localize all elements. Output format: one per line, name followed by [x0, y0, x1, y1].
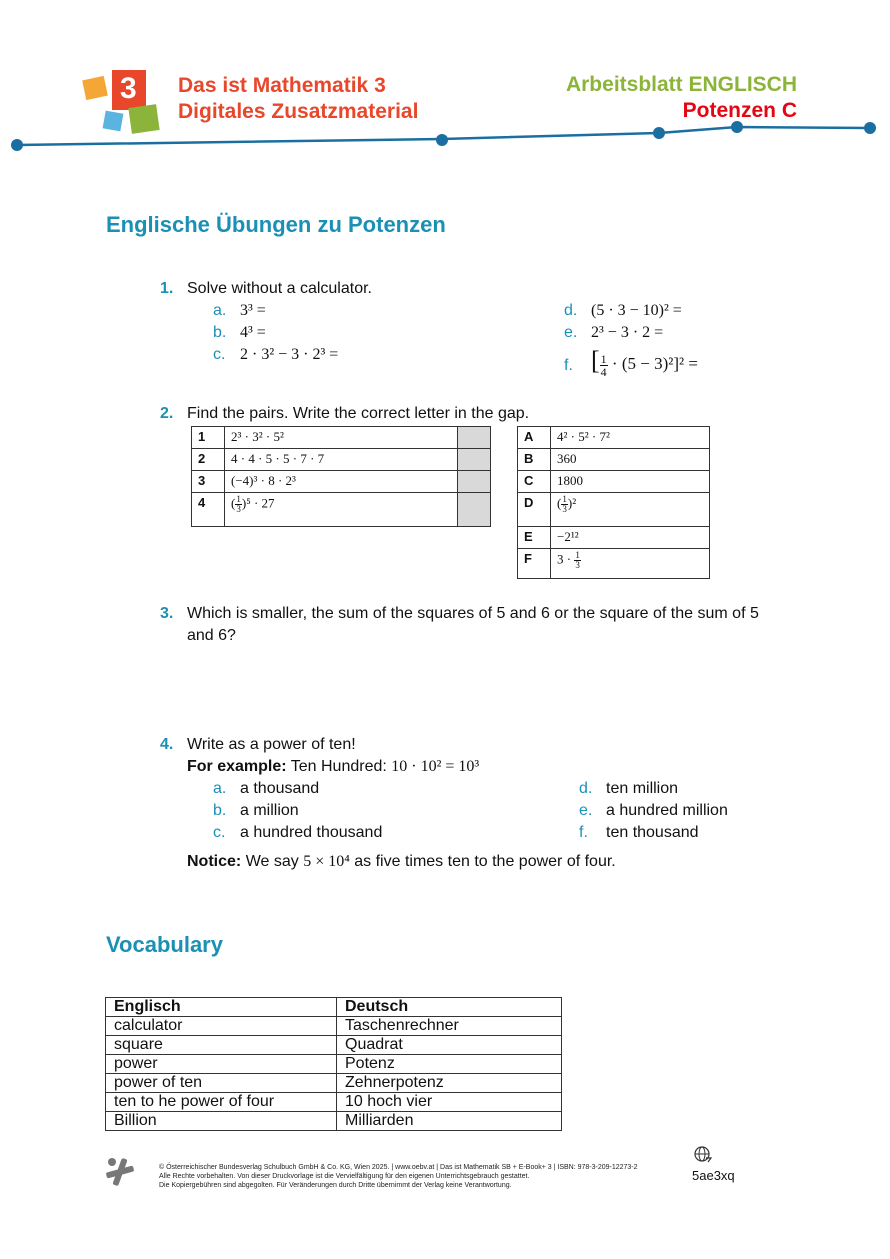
task4-item: ten million [606, 780, 679, 797]
task4-number: 4. [160, 736, 174, 753]
sheet-type: Arbeitsblatt ENGLISCH [565, 73, 797, 96]
task3-text-line2: and 6? [187, 627, 236, 644]
task4-item: a thousand [240, 780, 320, 797]
answer-gap[interactable] [458, 471, 491, 493]
english-cell: ten to he power of four [106, 1093, 337, 1112]
task4-letter: d. [579, 780, 593, 797]
globe-icon[interactable] [693, 1145, 713, 1165]
pairs-left-table [191, 426, 491, 527]
expr-post: · (5 − 3)²]² = [611, 354, 698, 373]
table-row [518, 549, 710, 579]
task1-letter: c. [213, 346, 226, 363]
answer-gap[interactable] [458, 493, 491, 527]
german-cell: Taschenrechner [337, 1017, 562, 1036]
task4-item: a million [240, 802, 299, 819]
frac-num: 1 [600, 351, 607, 366]
expr-post: ⁵ · 27 [246, 495, 275, 511]
english-cell: power of ten [106, 1074, 337, 1093]
table-row [106, 1112, 562, 1131]
table-row [192, 493, 491, 527]
row-key: 3 [192, 471, 225, 493]
footer-line3: Die Kopiergebühren sind abgegolten. Für Veränderungen durch Dritte übernimmt der Verlag keine Verantwortung. [159, 1182, 512, 1189]
expr-pre: [ [591, 346, 600, 375]
logo [82, 70, 164, 134]
german-cell: Milliarden [337, 1112, 562, 1131]
german-cell: 10 hoch vier [337, 1093, 562, 1112]
row-expr: (−4)³ · 8 · 2³ [225, 471, 458, 493]
task1-number: 1. [160, 280, 174, 297]
table-header-row [106, 998, 562, 1017]
german-cell: Potenz [337, 1055, 562, 1074]
online-code[interactable]: 5ae3xq [692, 1168, 735, 1183]
table-row [518, 527, 710, 549]
task4-example [187, 758, 479, 776]
task1-instruction: Solve without a calculator. [187, 280, 372, 297]
task1-letter: e. [564, 324, 578, 341]
row-key: 1 [192, 427, 225, 449]
task4-letter: e. [579, 802, 593, 819]
publisher-logo-icon [104, 1156, 136, 1188]
english-cell: square [106, 1036, 337, 1055]
notice-label: Notice: [187, 853, 242, 870]
table-row [106, 1036, 562, 1055]
row-key: E [518, 527, 551, 549]
english-cell: power [106, 1055, 337, 1074]
answer-gap[interactable] [458, 449, 491, 471]
task4-letter: a. [213, 780, 227, 797]
footer-line1: © Österreichischer Bundesverlag Schulbuch GmbH & Co. KG, Wien 2025. | www.oebv.at | Das ist Mathematik SB + E-Book+ 3 | ISBN: 978-3-209-12273-2 [159, 1164, 638, 1171]
notice-post: as five times ten to the power of four. [354, 853, 616, 870]
table-row [518, 471, 710, 493]
frac-num: 1 [236, 494, 241, 504]
table-row [106, 1074, 562, 1093]
row-key: A [518, 427, 551, 449]
row-expr: 2³ · 3² · 5² [225, 427, 458, 449]
row-expr: −2¹² [551, 527, 710, 549]
example-label: For example: [187, 758, 287, 775]
task2-number: 2. [160, 405, 174, 422]
footer-line2: Alle Rechte vorbehalten. Von dieser Druckvorlage ist die Vervielfältigung für den eigenen Unterrichtsgebrauch gestattet. [159, 1173, 530, 1180]
logo-number: 3 [120, 72, 137, 105]
table-row [192, 449, 491, 471]
row-expr: ( $\frac{1}{3}$ )⁵ · 27 [225, 493, 458, 527]
expr-pre: 3 · [557, 551, 572, 567]
german-cell: Quadrat [337, 1036, 562, 1055]
table-row [518, 427, 710, 449]
footer-copyright [159, 1163, 689, 1190]
task4-letter: b. [213, 802, 227, 819]
task3-number: 3. [160, 605, 174, 622]
frac-den: 4 [600, 364, 607, 379]
row-expr: 4² · 5² · 7² [551, 427, 710, 449]
vocabulary-title: Vocabulary [106, 932, 223, 957]
book-title: Das ist Mathematik 3 [178, 74, 386, 97]
page-title: Englische Übungen zu Potenzen [106, 212, 446, 237]
row-expr: 1800 [551, 471, 710, 493]
row-expr: 360 [551, 449, 710, 471]
frac-num: 1 [562, 494, 567, 504]
task1-letter: b. [213, 324, 227, 341]
vocabulary-table [105, 997, 562, 1131]
notice-expr: 5 × 10⁴ [303, 853, 350, 870]
row-expr [551, 549, 710, 579]
task3-text-line1: Which is smaller, the sum of the squares of 5 and 6 or the square of the sum of 5 [187, 605, 759, 622]
table-row [192, 471, 491, 493]
frac-den: 3 [575, 560, 580, 570]
frac-den: 3 [562, 504, 567, 514]
book-subtitle: Digitales Zusatzmaterial [178, 100, 419, 123]
header-english: Englisch [106, 998, 337, 1017]
english-cell: Billion [106, 1112, 337, 1131]
task1-letter: f. [564, 357, 573, 374]
row-key: D [518, 493, 551, 527]
frac-den: 3 [236, 504, 241, 514]
task1-letter: a. [213, 302, 227, 319]
row-key: B [518, 449, 551, 471]
table-row [518, 449, 710, 471]
expr-post: ² [572, 495, 577, 511]
task2-instruction: Find the pairs. Write the correct letter in the gap. [187, 405, 530, 422]
table-row [192, 427, 491, 449]
table-row [518, 493, 710, 527]
english-cell: calculator [106, 1017, 337, 1036]
table-row [106, 1093, 562, 1112]
row-expr: ( $\frac{1}{3}$ )² [551, 493, 710, 527]
header-german: Deutsch [337, 998, 562, 1017]
task1-expr: 3³ = [240, 302, 266, 319]
row-key: C [518, 471, 551, 493]
german-cell: Zehnerpotenz [337, 1074, 562, 1093]
notice-pre: We say [245, 853, 299, 870]
answer-gap[interactable] [458, 427, 491, 449]
table-row [106, 1055, 562, 1074]
table-row [106, 1017, 562, 1036]
row-key: F [518, 549, 551, 579]
example-text: Ten Hundred: [290, 758, 387, 775]
task1-expr: (5 · 3 − 10)² = [591, 302, 682, 319]
task4-letter: c. [213, 824, 226, 841]
task1-expr: 2 · 3² − 3 · 2³ = [240, 346, 339, 363]
row-key: 4 [192, 493, 225, 527]
row-expr: 4 · 4 · 5 · 5 · 7 · 7 [225, 449, 458, 471]
example-expr: 10 · 10² = 10³ [391, 758, 480, 775]
task4-notice [187, 853, 616, 871]
task1-expr: 2³ − 3 · 2 = [591, 324, 664, 341]
row-key: 2 [192, 449, 225, 471]
task4-letter: f. [579, 824, 588, 841]
task4-item: a hundred thousand [240, 824, 383, 841]
task1-letter: d. [564, 302, 578, 319]
task4-instruction: Write as a power of ten! [187, 736, 356, 753]
frac-num: 1 [575, 550, 580, 560]
task4-item: a hundred million [606, 802, 728, 819]
sheet-topic: Potenzen C [682, 99, 797, 122]
task1-expr [591, 346, 698, 378]
pairs-right-table [517, 426, 710, 579]
task1-expr: 4³ = [240, 324, 266, 341]
task4-item: ten thousand [606, 824, 699, 841]
